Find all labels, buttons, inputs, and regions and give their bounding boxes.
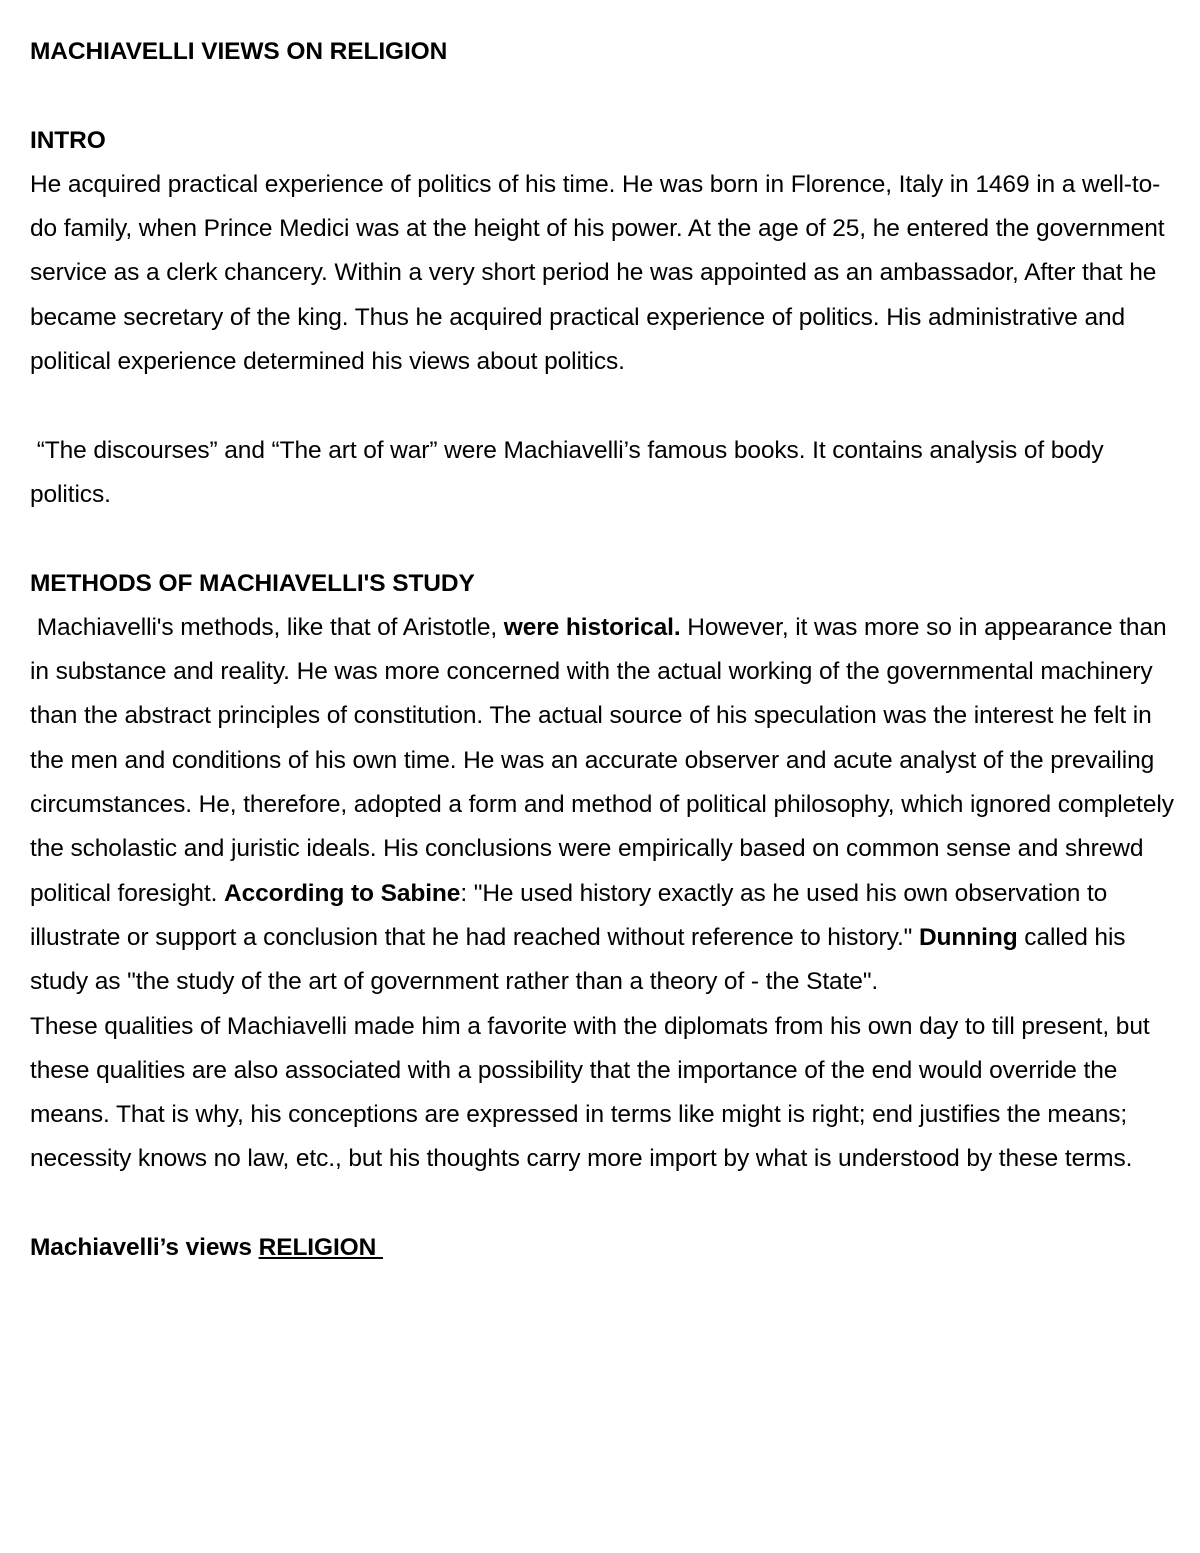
methods-text: : "He used history exactly as he used his own observation to illustrate or support a conclusion that he had reached without reference to history." [30, 879, 1114, 951]
document-page [30, 30, 1180, 1270]
intro-paragraph: He acquired practical experience of politics of his time. He was born in Florence, Italy in 1469 in a well-to-do family, when Prince Medici was at the height of his power. At the age of 25, he entered the government service as a clerk chancery. Within a very short period he was appointed as an ambassador, After that he became secretary of the king. Thus he acquired practical experience of politics. His administrative and political experience determined his views about politics. [30, 170, 1165, 376]
religion-heading-text: Machiavelli’s views [30, 1234, 259, 1262]
religion-heading [30, 1226, 1180, 1270]
methods-text: However, it was more so in appearance than in substance and reality. He was more concerned with the actual working of the governmental machinery than the abstract principles of constitution. The actual source of his speculation was the interest he felt in the men and conditions of his own time. He was an accurate observer and acute analyst of the prevailing circumstances. He, therefore, adopted a form and method of political philosophy, which ignored completely the scholastic and juristic ideals. His conclusions were empirically based on common sense and shrewd political foresight. [30, 613, 1181, 907]
methods-text: called his study as "the study of the art of government rather than a theory of - the State". [30, 923, 1133, 996]
books-paragraph: “The discourses” and “The art of war” were Machiavelli’s famous books. It contains analysis of body politics. [30, 436, 1111, 508]
spacer [30, 1182, 1180, 1226]
methods-emphasis-dunning: Dunning [918, 923, 1018, 951]
methods-emphasis-sabine: According to Sabine [224, 879, 461, 907]
methods-text: Machiavelli's methods, like that of Aristotle, [30, 613, 504, 641]
methods-paragraph [30, 606, 1180, 1005]
methods-emphasis-historical: were historical. [503, 613, 681, 641]
methods-heading: METHODS OF MACHIAVELLI'S STUDY [30, 569, 475, 597]
qualities-paragraph: These qualities of Machiavelli made him a favorite with the diplomats from his own day to till present, but these qualities are also associated with a possibility that the importance of the end would override the means. That is why, his conceptions are expressed in terms like might is right; end justifies the means; necessity knows no law, etc., but his thoughts carry more import by what is understood by these terms. [30, 1012, 1150, 1173]
spacer [30, 517, 1180, 561]
religion-heading-underlined: RELIGION [258, 1234, 383, 1262]
spacer [30, 74, 1180, 118]
spacer [30, 384, 1180, 428]
document-title: MACHIAVELLI VIEWS ON RELIGION [30, 38, 448, 65]
intro-heading: INTRO [30, 126, 106, 154]
